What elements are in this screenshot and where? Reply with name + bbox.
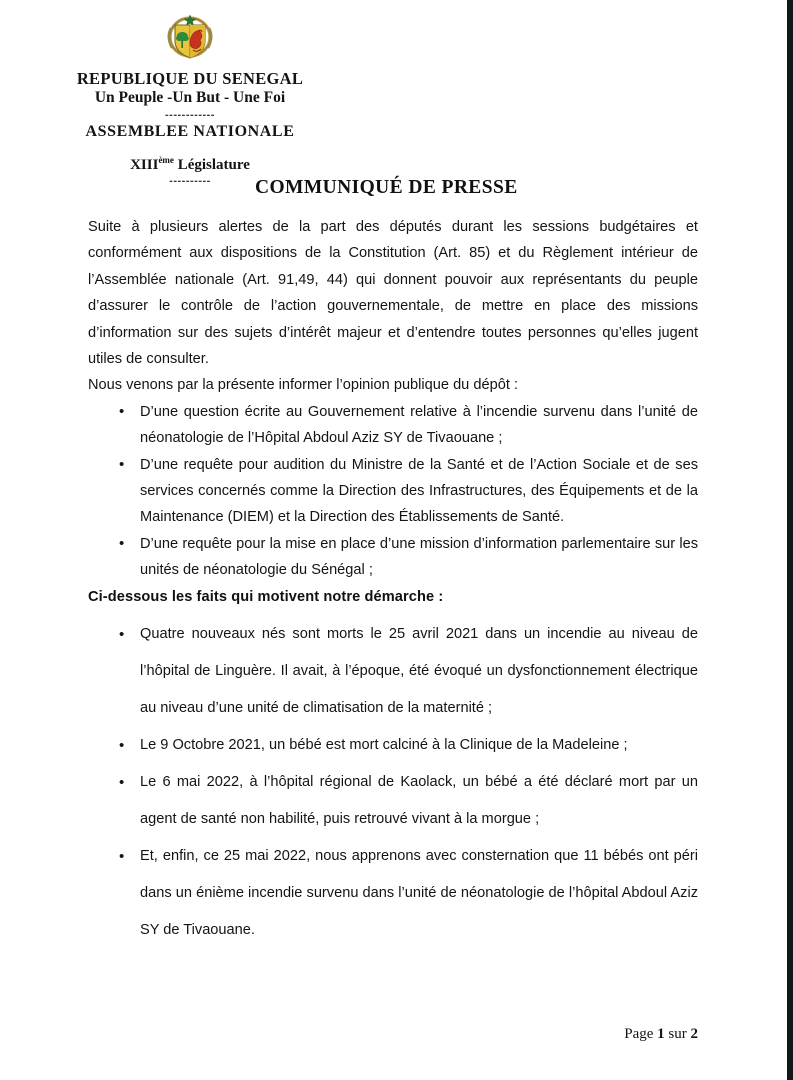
- list-item: • Le 9 Octobre 2021, un bébé est mort calciné à la Clinique de la Madeleine ;: [88, 727, 698, 764]
- list-item: • Le 6 mai 2022, à l’hôpital régional de Kaolack, un bébé a été déclaré mort par un agent de santé non habilité, puis retrouvé vivant à la morgue ;: [88, 764, 698, 838]
- page-footer: [0, 1026, 698, 1043]
- press-release-title: COMMUNIQUÉ DE PRESSE: [255, 177, 518, 198]
- letterhead-separator-2: ----------: [169, 175, 211, 188]
- national-motto: Un Peuple -Un But - Une Foi: [94, 89, 286, 107]
- list-item: • D’une requête pour audition du Ministre de la Santé et de l’Action Sociale et de ses services concernés comme la Direction des Infrastructures, des Équipements et de la Maintenance (DIEM) et la Direction des Établissements de Santé.: [88, 452, 698, 531]
- list-item: • D’une requête pour la mise en place d’une mission d’information parlementaire sur les unités de néonatologie du Sénégal ;: [88, 531, 698, 584]
- legislature-roman: XIII: [130, 157, 159, 174]
- letterhead: [0, 12, 380, 187]
- legislature-ordinal: ème: [158, 155, 174, 166]
- intro-paragraph: Suite à plusieurs alertes de la part des députés durant les sessions budgétaires et conformément aux dispositions de la Constitution (Art. 85) et du Règlement intérieur de l’Assemblée nationale (Art. 91,49, 44) qui donnent pouvoir aux représentants du peuple d’assurer le contrôle de l’action gouvernementale, de mettre en place des missions d’information sur des sujets d’intérêt majeur et d’entendre toutes personnes qu’elles jugent utiles de consulter.: [88, 219, 698, 368]
- list-item: • Quatre nouveaux nés sont morts le 25 avril 2021 dans un incendie au niveau de l’hôpital de Linguère. Il avait, à l’époque, été évoqué un dysfonctionnement électrique au niveau d’une unité de climatisation de la maternité ;: [88, 616, 698, 727]
- list-item: • Et, enfin, ce 25 mai 2022, nous apprenons avec consternation que 11 bébés ont péri dans un énième incendie survenu dans l’unité de néonatologie de l’hôpital Abdoul Aziz SY de Tivaouane.: [88, 838, 698, 949]
- facts-list: [88, 616, 698, 949]
- list-item: • D’une question écrite au Gouvernement relative à l’incendie survenu dans l’unité de néonatologie de l’Hôpital Abdoul Aziz SY de Tivaouane ;: [88, 399, 698, 452]
- legislature-word: Législature: [177, 157, 250, 174]
- legislature-label: [0, 155, 380, 174]
- footer-middle: sur: [664, 1026, 691, 1042]
- footer-current-page: 1: [657, 1026, 665, 1042]
- footer-prefix: Page: [624, 1026, 658, 1042]
- footer-total-pages: 2: [690, 1026, 698, 1042]
- depot-list: [88, 399, 698, 584]
- republic-title: REPUBLIQUE DU SENEGAL: [76, 69, 304, 88]
- letterhead-separator-1: ------------: [165, 109, 215, 122]
- facts-heading: Ci-dessous les faits qui motivent notre démarche :: [88, 588, 444, 605]
- document-body: [88, 214, 698, 949]
- lead-in-paragraph: Nous venons par la présente informer l’opinion publique du dépôt :: [88, 377, 518, 394]
- assembly-title: ASSEMBLEE NATIONALE: [85, 123, 295, 141]
- senegal-coat-of-arms-icon: [162, 12, 218, 64]
- right-edge-strip: [787, 0, 793, 1080]
